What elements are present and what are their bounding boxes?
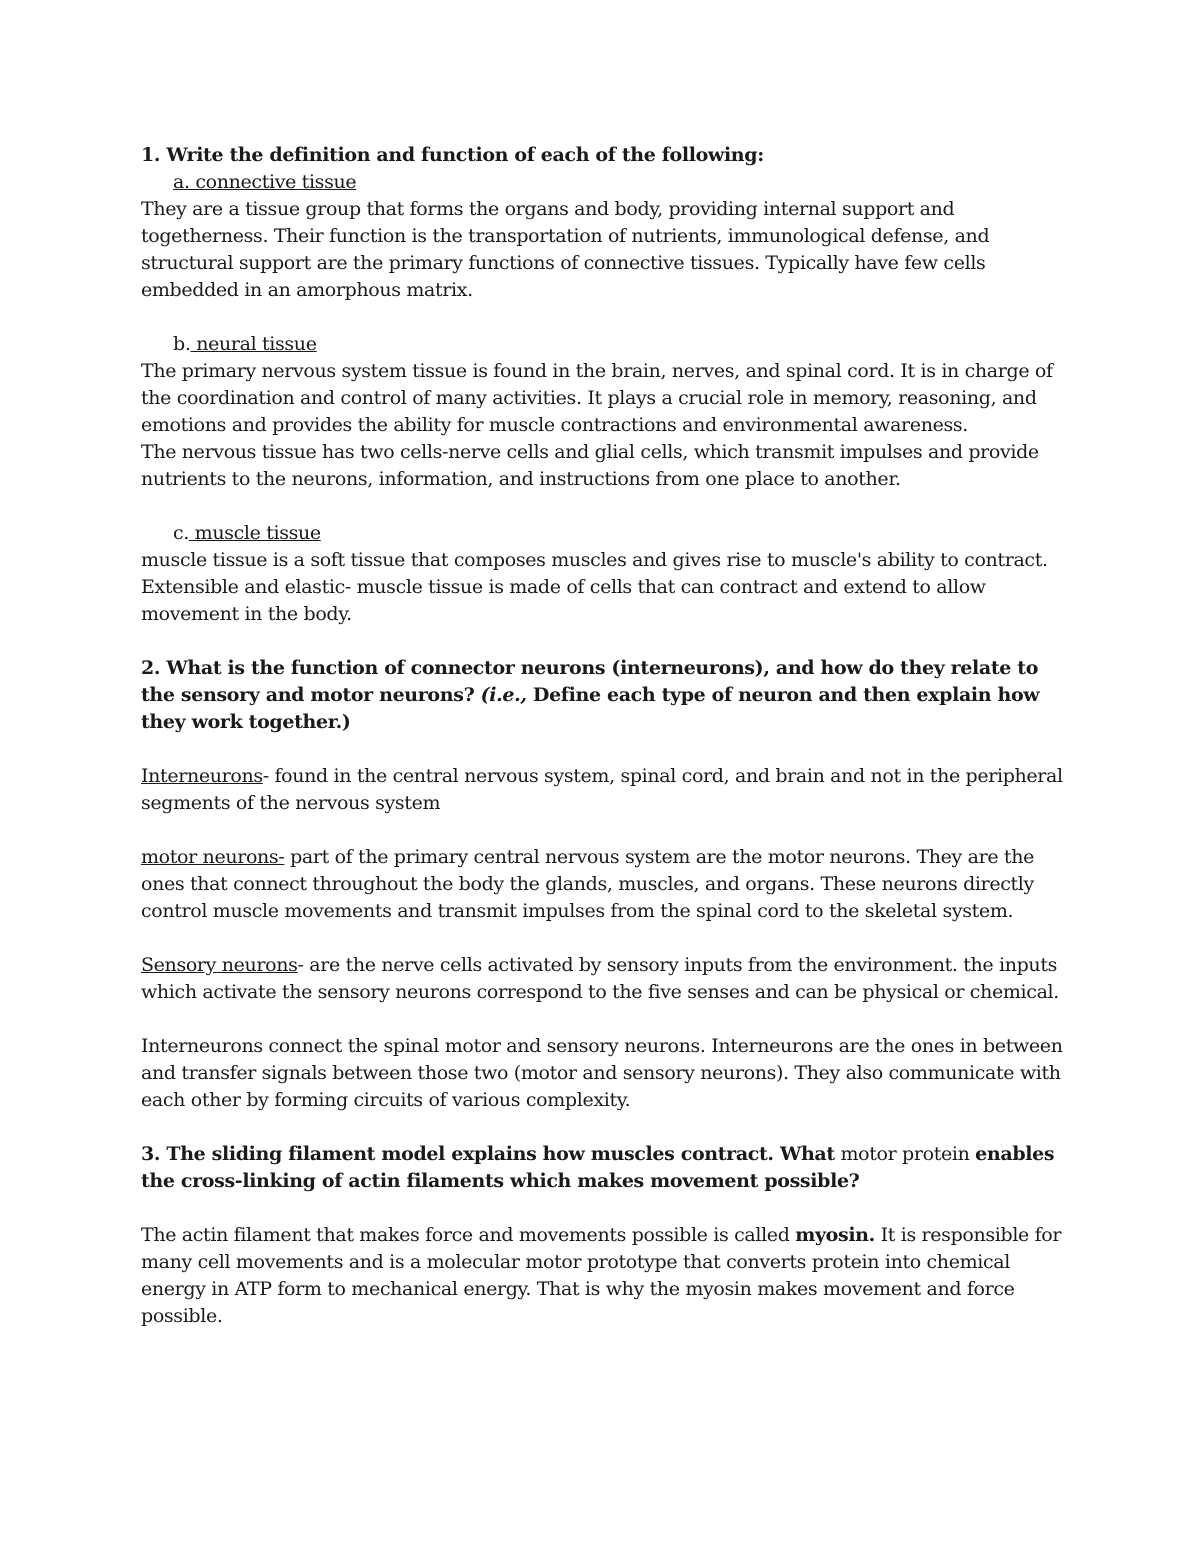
myosin-answer-bold: myosin. <box>795 1224 875 1246</box>
subitem-b-label <box>141 331 1066 358</box>
motor-neurons-term: motor neurons- <box>141 846 285 868</box>
subitem-a-label <box>141 169 1066 196</box>
neural-tissue-body-2: The nervous tissue has two cells-nerve cells and glial cells, which transmit impulses and provide nutrients to the neurons, information, and instructions from one place to another. <box>141 441 1039 490</box>
myosin-answer-part1: The actin filament that makes force and movements possible is called <box>141 1224 796 1246</box>
sensory-neurons-term: Sensory neurons <box>141 954 298 976</box>
subitem-b-prefix: b. <box>173 333 191 355</box>
connective-tissue-body: They are a tissue group that forms the organs and body, providing internal support and togetherness. Their function is the transportation of nutrients, immunological defense, and structural support are the primary functions of connective tissues. Typically have few cells embedded in an amorphous matrix. <box>141 198 990 301</box>
question-2-heading-italic: (i.e., <box>480 684 527 706</box>
interneurons-text: - found in the central nervous system, spinal cord, and brain and not in the peripheral segments of the nervous system <box>141 765 1063 814</box>
myosin-answer-part2: It is responsible for many cell movements and is a molecular motor prototype that converts protein into chemical energy in ATP form to mechanical energy. That is why the myosin makes movement and force possible. <box>141 1224 1062 1327</box>
question-3-heading-part2: enables the cross-linking of actin filaments which makes movement possible? <box>141 1143 1055 1192</box>
sensory-neurons-text: - are the nerve cells activated by sensory inputs from the environment. the inputs which activate the sensory neurons correspond to the five senses and can be physical or chemical. <box>141 954 1059 1003</box>
question-3-heading <box>141 1141 1066 1195</box>
question-2-heading <box>141 655 1066 736</box>
motor-neurons-paragraph <box>141 844 1066 925</box>
question-3-heading-part1: 3. The sliding filament model explains how muscles contract. What <box>141 1143 835 1165</box>
question-2-heading-part2: Define each type of neuron and then explain how they work together.) <box>141 684 1040 733</box>
neural-tissue-label: neural tissue <box>190 333 317 355</box>
sensory-neurons-paragraph <box>141 952 1066 1006</box>
neural-tissue-body-1: The primary nervous system tissue is found in the brain, nerves, and spinal cord. It is in charge of the coordination and control of many activities. It plays a crucial role in memory, reasoning, and emotions and provides the ability for muscle contractions and environmental awareness. <box>141 360 1053 436</box>
interneurons-summary: Interneurons connect the spinal motor and sensory neurons. Interneurons are the ones in between and transfer signals between those two (motor and sensory neurons). They also communicate with each other by forming circuits of various complexity. <box>141 1035 1063 1111</box>
subitem-c-label <box>141 520 1066 547</box>
interneurons-paragraph <box>141 763 1066 817</box>
question-3-heading-normal: motor protein <box>834 1143 976 1165</box>
document-page <box>141 142 1066 1330</box>
connective-tissue-label: a. connective tissue <box>173 171 357 193</box>
question-2-heading-part1: 2. What is the function of connector neurons (interneurons), and how do they relate to the sensory and motor neurons? <box>141 657 1039 706</box>
myosin-answer <box>141 1222 1066 1330</box>
motor-neurons-text: part of the primary central nervous system are the motor neurons. They are the ones that connect throughout the body the glands, muscles, and organs. These neurons directly control muscle movements and transmit impulses from the spinal cord to the skeletal system. <box>141 846 1034 922</box>
muscle-tissue-label: muscle tissue <box>188 522 321 544</box>
interneurons-term: Interneurons <box>141 765 263 787</box>
subitem-c-prefix: c. <box>173 522 189 544</box>
muscle-tissue-body: muscle tissue is a soft tissue that composes muscles and gives rise to muscle's ability to contract. Extensible and elastic- muscle tissue is made of cells that can contract and extend to allow movement in the body. <box>141 549 1048 625</box>
question-1-heading: 1. Write the definition and function of each of the following: <box>141 144 764 166</box>
